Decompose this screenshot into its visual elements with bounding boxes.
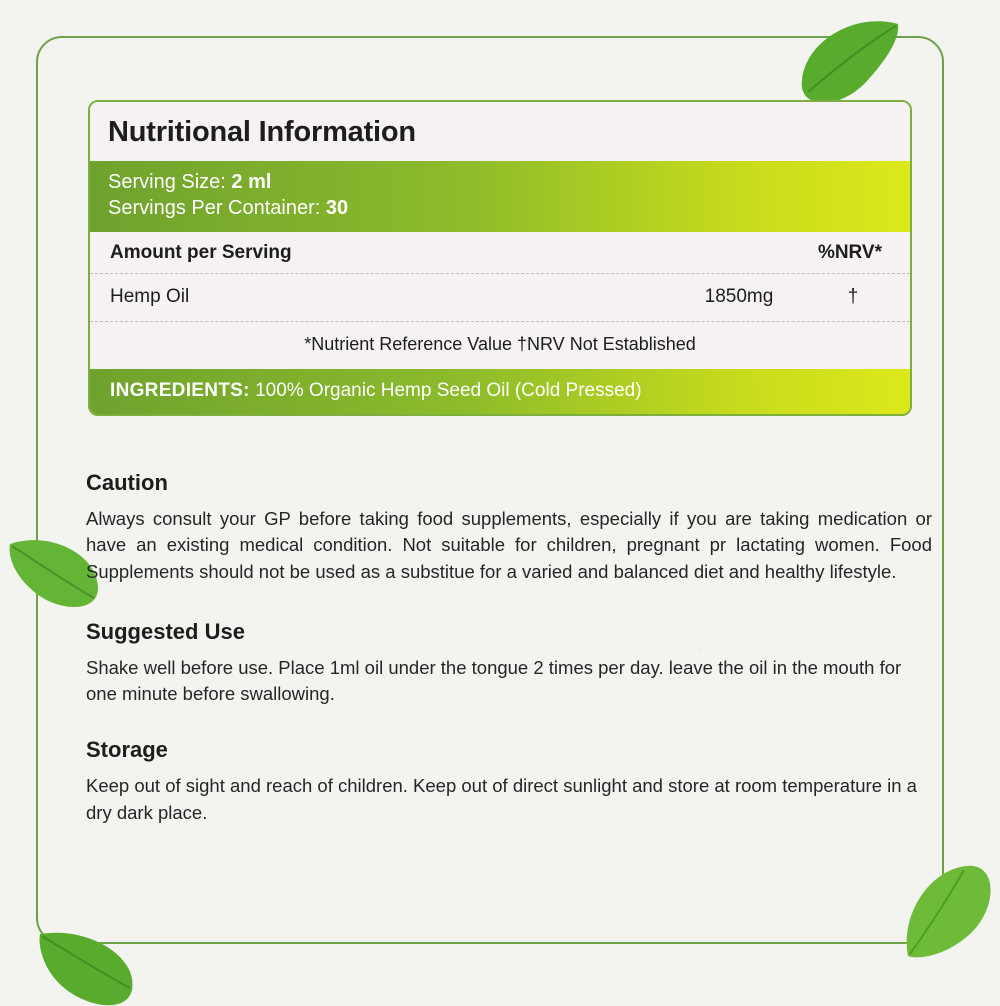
ingredients-band (90, 369, 910, 414)
leaf-icon-bottom-right (900, 864, 1000, 960)
amount-per-serving-header: Amount per Serving (110, 241, 292, 263)
panel-title: Nutritional Information (90, 102, 910, 161)
ingredients-value: 100% Organic Hemp Seed Oil (Cold Pressed) (255, 379, 642, 401)
caution-title: Caution (86, 470, 168, 495)
section-storage (86, 737, 932, 826)
table-header-row (90, 232, 910, 274)
servings-per-container-value: 30 (325, 197, 349, 220)
storage-title: Storage (86, 737, 168, 763)
nutrient-name: Hemp Oil (110, 285, 190, 307)
section-caution (86, 470, 932, 585)
caution-body: Always consult your GP before taking food supplements, especially if you are taking medication or have an existing medical condition. Not suitable for children, pregnant pr lactating women. Food Supplements should not be used as a substitue for a varied and balanced diet and healthy lifestyle. (86, 508, 932, 582)
nrv-header: %NRV* (817, 241, 882, 263)
servings-per-container-line (108, 195, 892, 221)
ingredients-label: INGREDIENTS: (110, 379, 250, 401)
nutritional-information-panel (88, 100, 912, 416)
info-sections (86, 470, 932, 856)
storage-body: Keep out of sight and reach of children. Keep out of direct sunlight and store at room temperature in a dry dark place. (86, 775, 917, 823)
leaf-icon-bottom-left (34, 930, 140, 1006)
suggested-use-title: Suggested Use (86, 618, 245, 644)
serving-info-band (90, 161, 910, 232)
table-row (90, 274, 910, 322)
serving-size-label: Serving Size: (108, 171, 226, 193)
leaf-icon-top-right (796, 18, 902, 104)
serving-size-line (108, 169, 892, 195)
section-suggested-use (86, 619, 932, 708)
nrv-footnote: *Nutrient Reference Value †NRV Not Established (90, 322, 910, 369)
serving-size-value: 2 ml (231, 171, 272, 193)
servings-per-container-label: Servings Per Container: (108, 197, 321, 220)
nutrient-nrv: † (847, 285, 859, 307)
nutrient-amount: 1850mg (704, 285, 774, 307)
suggested-use-body: Shake well before use. Place 1ml oil under the tongue 2 times per day. leave the oil in the mouth for one minute before swallowing. (86, 656, 902, 705)
